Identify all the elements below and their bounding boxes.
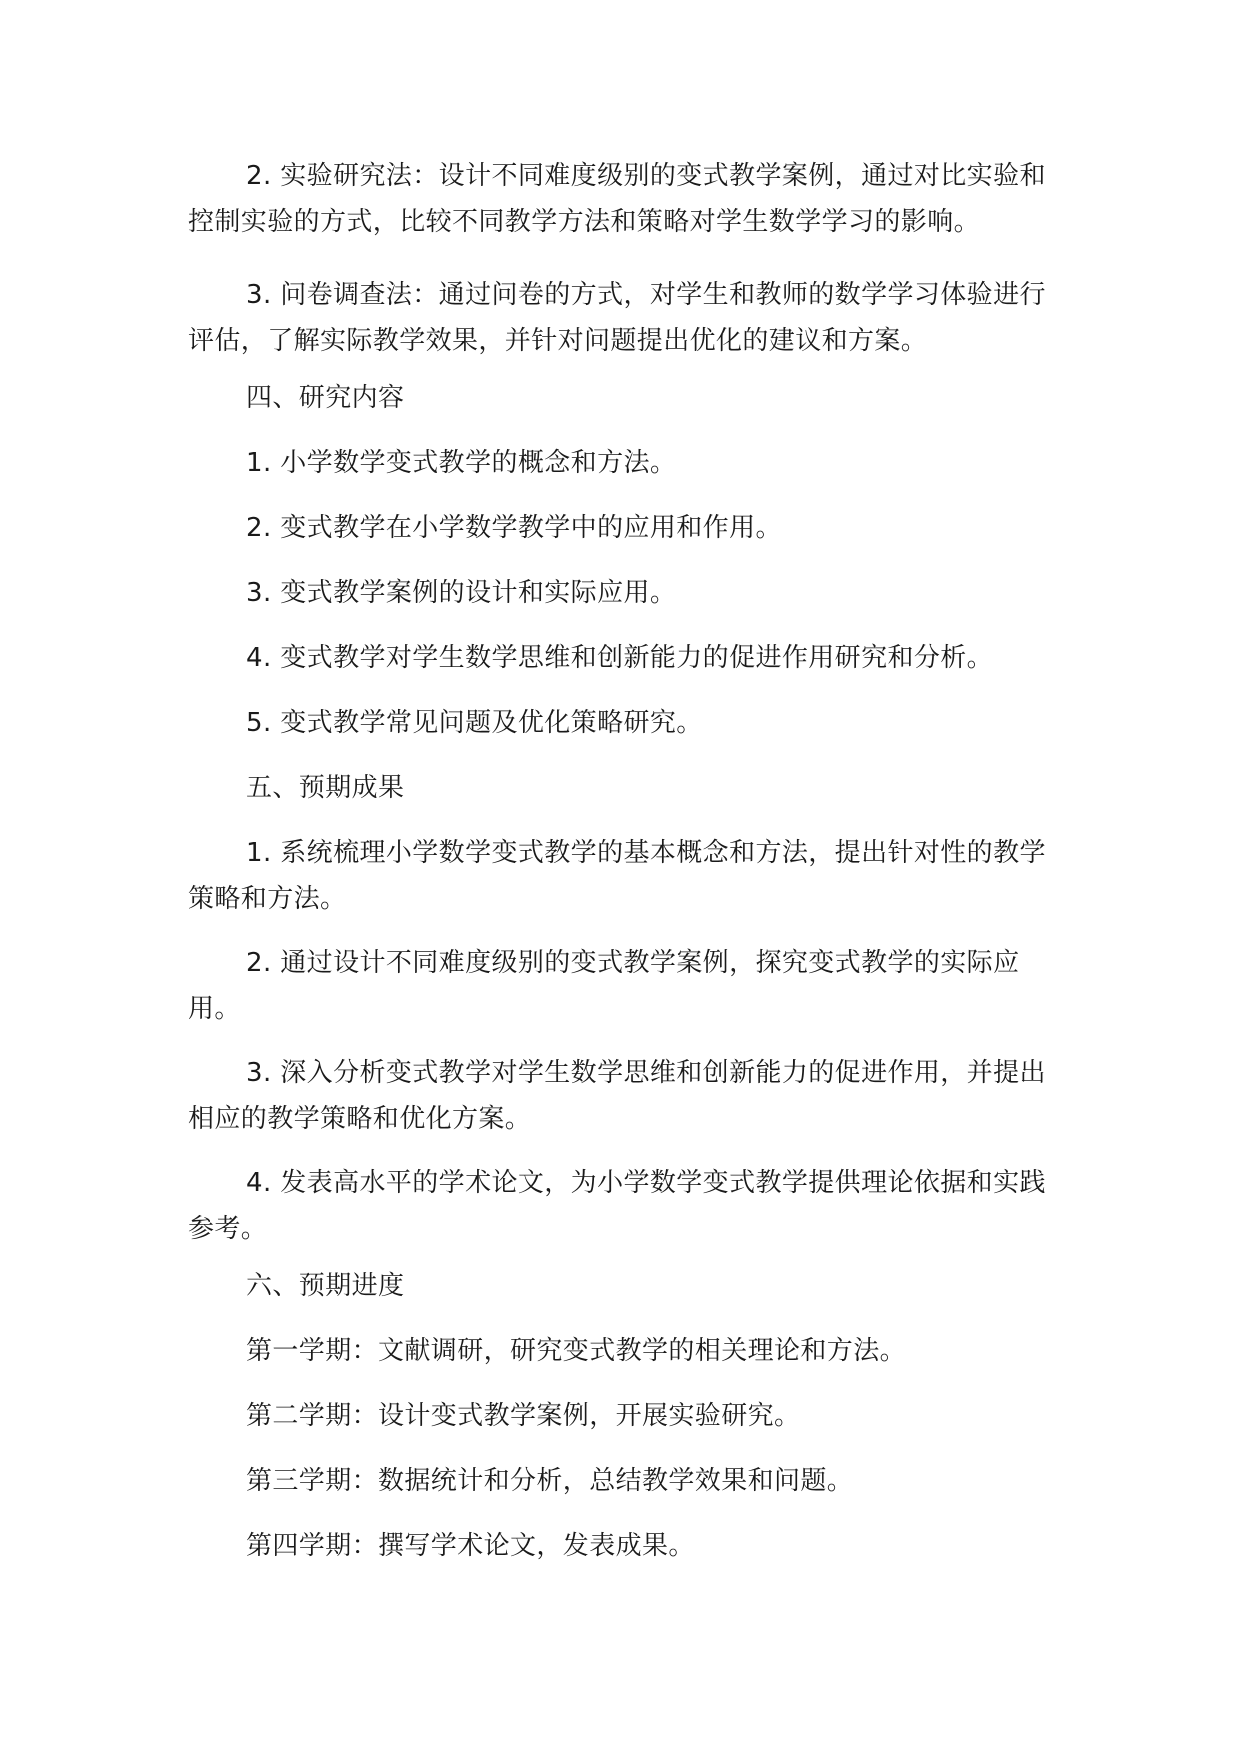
section-heading-expected-progress: 六、预期进度 — [246, 1271, 405, 1301]
schedule-semester-2: 第二学期：设计变式教学案例，开展实验研究。 — [246, 1401, 801, 1431]
list-item-result-1: 1. 系统梳理小学数学变式教学的基本概念和方法，提出针对性的教学策略和方法。 — [188, 838, 1046, 914]
list-item-content-4: 4. 变式教学对学生数学思维和创新能力的促进作用研究和分析。 — [246, 643, 994, 673]
section-heading-research-content: 四、研究内容 — [246, 383, 405, 413]
list-item-content-5: 5. 变式教学常见问题及优化策略研究。 — [246, 708, 703, 738]
list-item-result-4: 4. 发表高水平的学术论文，为小学数学变式教学提供理论依据和实践参考。 — [188, 1168, 1046, 1244]
schedule-semester-3: 第三学期：数据统计和分析，总结教学效果和问题。 — [246, 1466, 854, 1496]
list-item-content-3: 3. 变式教学案例的设计和实际应用。 — [246, 578, 677, 608]
paragraph-experimental-method: 2. 实验研究法：设计不同难度级别的变式教学案例，通过对比实验和控制实验的方式，比较不同教学方法和策略对学生数学学习的影响。 — [188, 161, 1046, 237]
schedule-semester-1: 第一学期：文献调研，研究变式教学的相关理论和方法。 — [246, 1336, 907, 1366]
list-item-result-3: 3. 深入分析变式教学对学生数学思维和创新能力的促进作用，并提出相应的教学策略和优化方案。 — [188, 1058, 1046, 1134]
list-item-result-2: 2. 通过设计不同难度级别的变式教学案例，探究变式教学的实际应用。 — [188, 948, 1020, 1024]
schedule-semester-4: 第四学期：撰写学术论文，发表成果。 — [246, 1531, 695, 1561]
section-heading-expected-results: 五、预期成果 — [246, 773, 405, 803]
list-item-content-1: 1. 小学数学变式教学的概念和方法。 — [246, 448, 677, 478]
list-item-content-2: 2. 变式教学在小学数学教学中的应用和作用。 — [246, 513, 782, 543]
paragraph-questionnaire-method: 3. 问卷调查法：通过问卷的方式，对学生和教师的数学学习体验进行评估，了解实际教学效果，并针对问题提出优化的建议和方案。 — [188, 280, 1046, 356]
